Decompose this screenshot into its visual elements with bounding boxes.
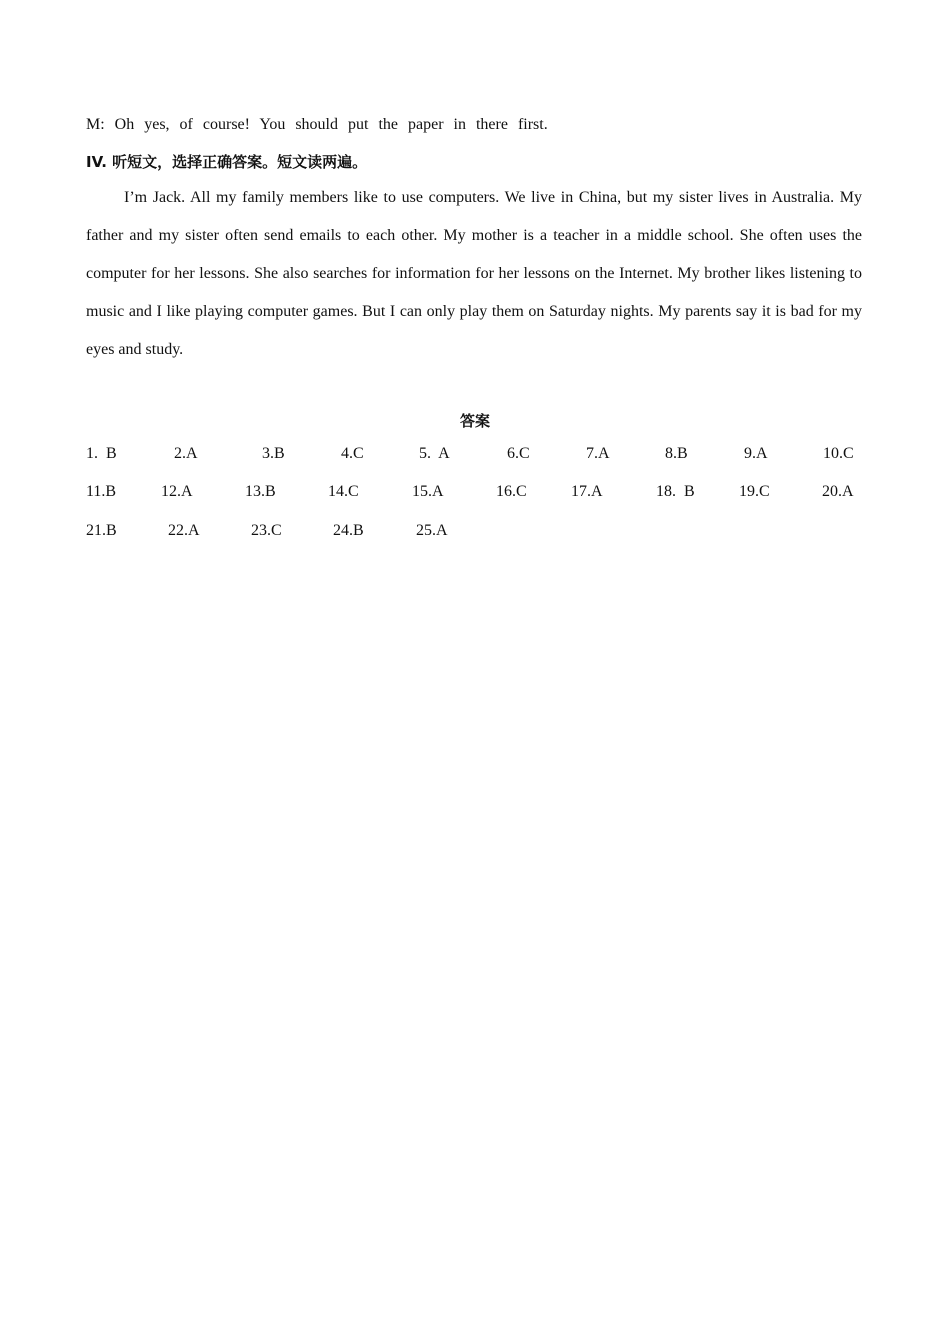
- answer-item: 15.A: [412, 483, 444, 500]
- answer-item: 21.B: [86, 522, 117, 539]
- answer-item: 2.A: [174, 445, 198, 462]
- answer-item: 4.C: [341, 445, 364, 462]
- answer-item: 7.A: [586, 445, 610, 462]
- answer-item: 16.C: [496, 483, 527, 500]
- answer-item: 17.A: [571, 483, 603, 500]
- answer-item: 18. B: [656, 483, 695, 500]
- answer-item: 19.C: [739, 483, 770, 500]
- answer-item: 25.A: [416, 522, 448, 539]
- answer-title: 答案: [459, 412, 490, 430]
- answer-item: 13.B: [245, 483, 276, 500]
- answer-item: 23.C: [251, 522, 282, 539]
- answer-item: 14.C: [328, 483, 359, 500]
- answer-item: 6.C: [507, 445, 530, 462]
- listening-passage: I’m Jack. All my family members like to use computers. We live in China, but my sister lives in Australia. My father and my sister often send emails to each other. My mother is a teacher in a middle school. She often uses the computer for her lessons. She also searches for information for her lessons on the Internet. My brother likes listening to music and I like playing computer games. But I can only play them on Saturday nights. My parents say it is bad for my eyes and study.: [86, 189, 862, 358]
- answer-item: 12.A: [161, 483, 193, 500]
- answer-item: 11.B: [86, 483, 117, 500]
- answer-item: 10.C: [823, 445, 854, 462]
- section-heading: IV. 听短文，选择正确答案。短文读两遍。: [86, 153, 368, 171]
- answer-item: 9.A: [744, 445, 768, 462]
- answer-item: 8.B: [665, 445, 688, 462]
- answer-item: 3.B: [262, 445, 285, 462]
- answer-item: 1. B: [86, 445, 117, 462]
- answer-key: [0, 0, 950, 600]
- dialogue-line: M: Oh yes, of course! You should put the paper in there first.: [86, 116, 548, 133]
- answer-item: 20.A: [822, 483, 854, 500]
- answer-item: 22.A: [168, 522, 200, 539]
- answer-item: 24.B: [333, 522, 364, 539]
- answer-item: 5. A: [419, 445, 450, 462]
